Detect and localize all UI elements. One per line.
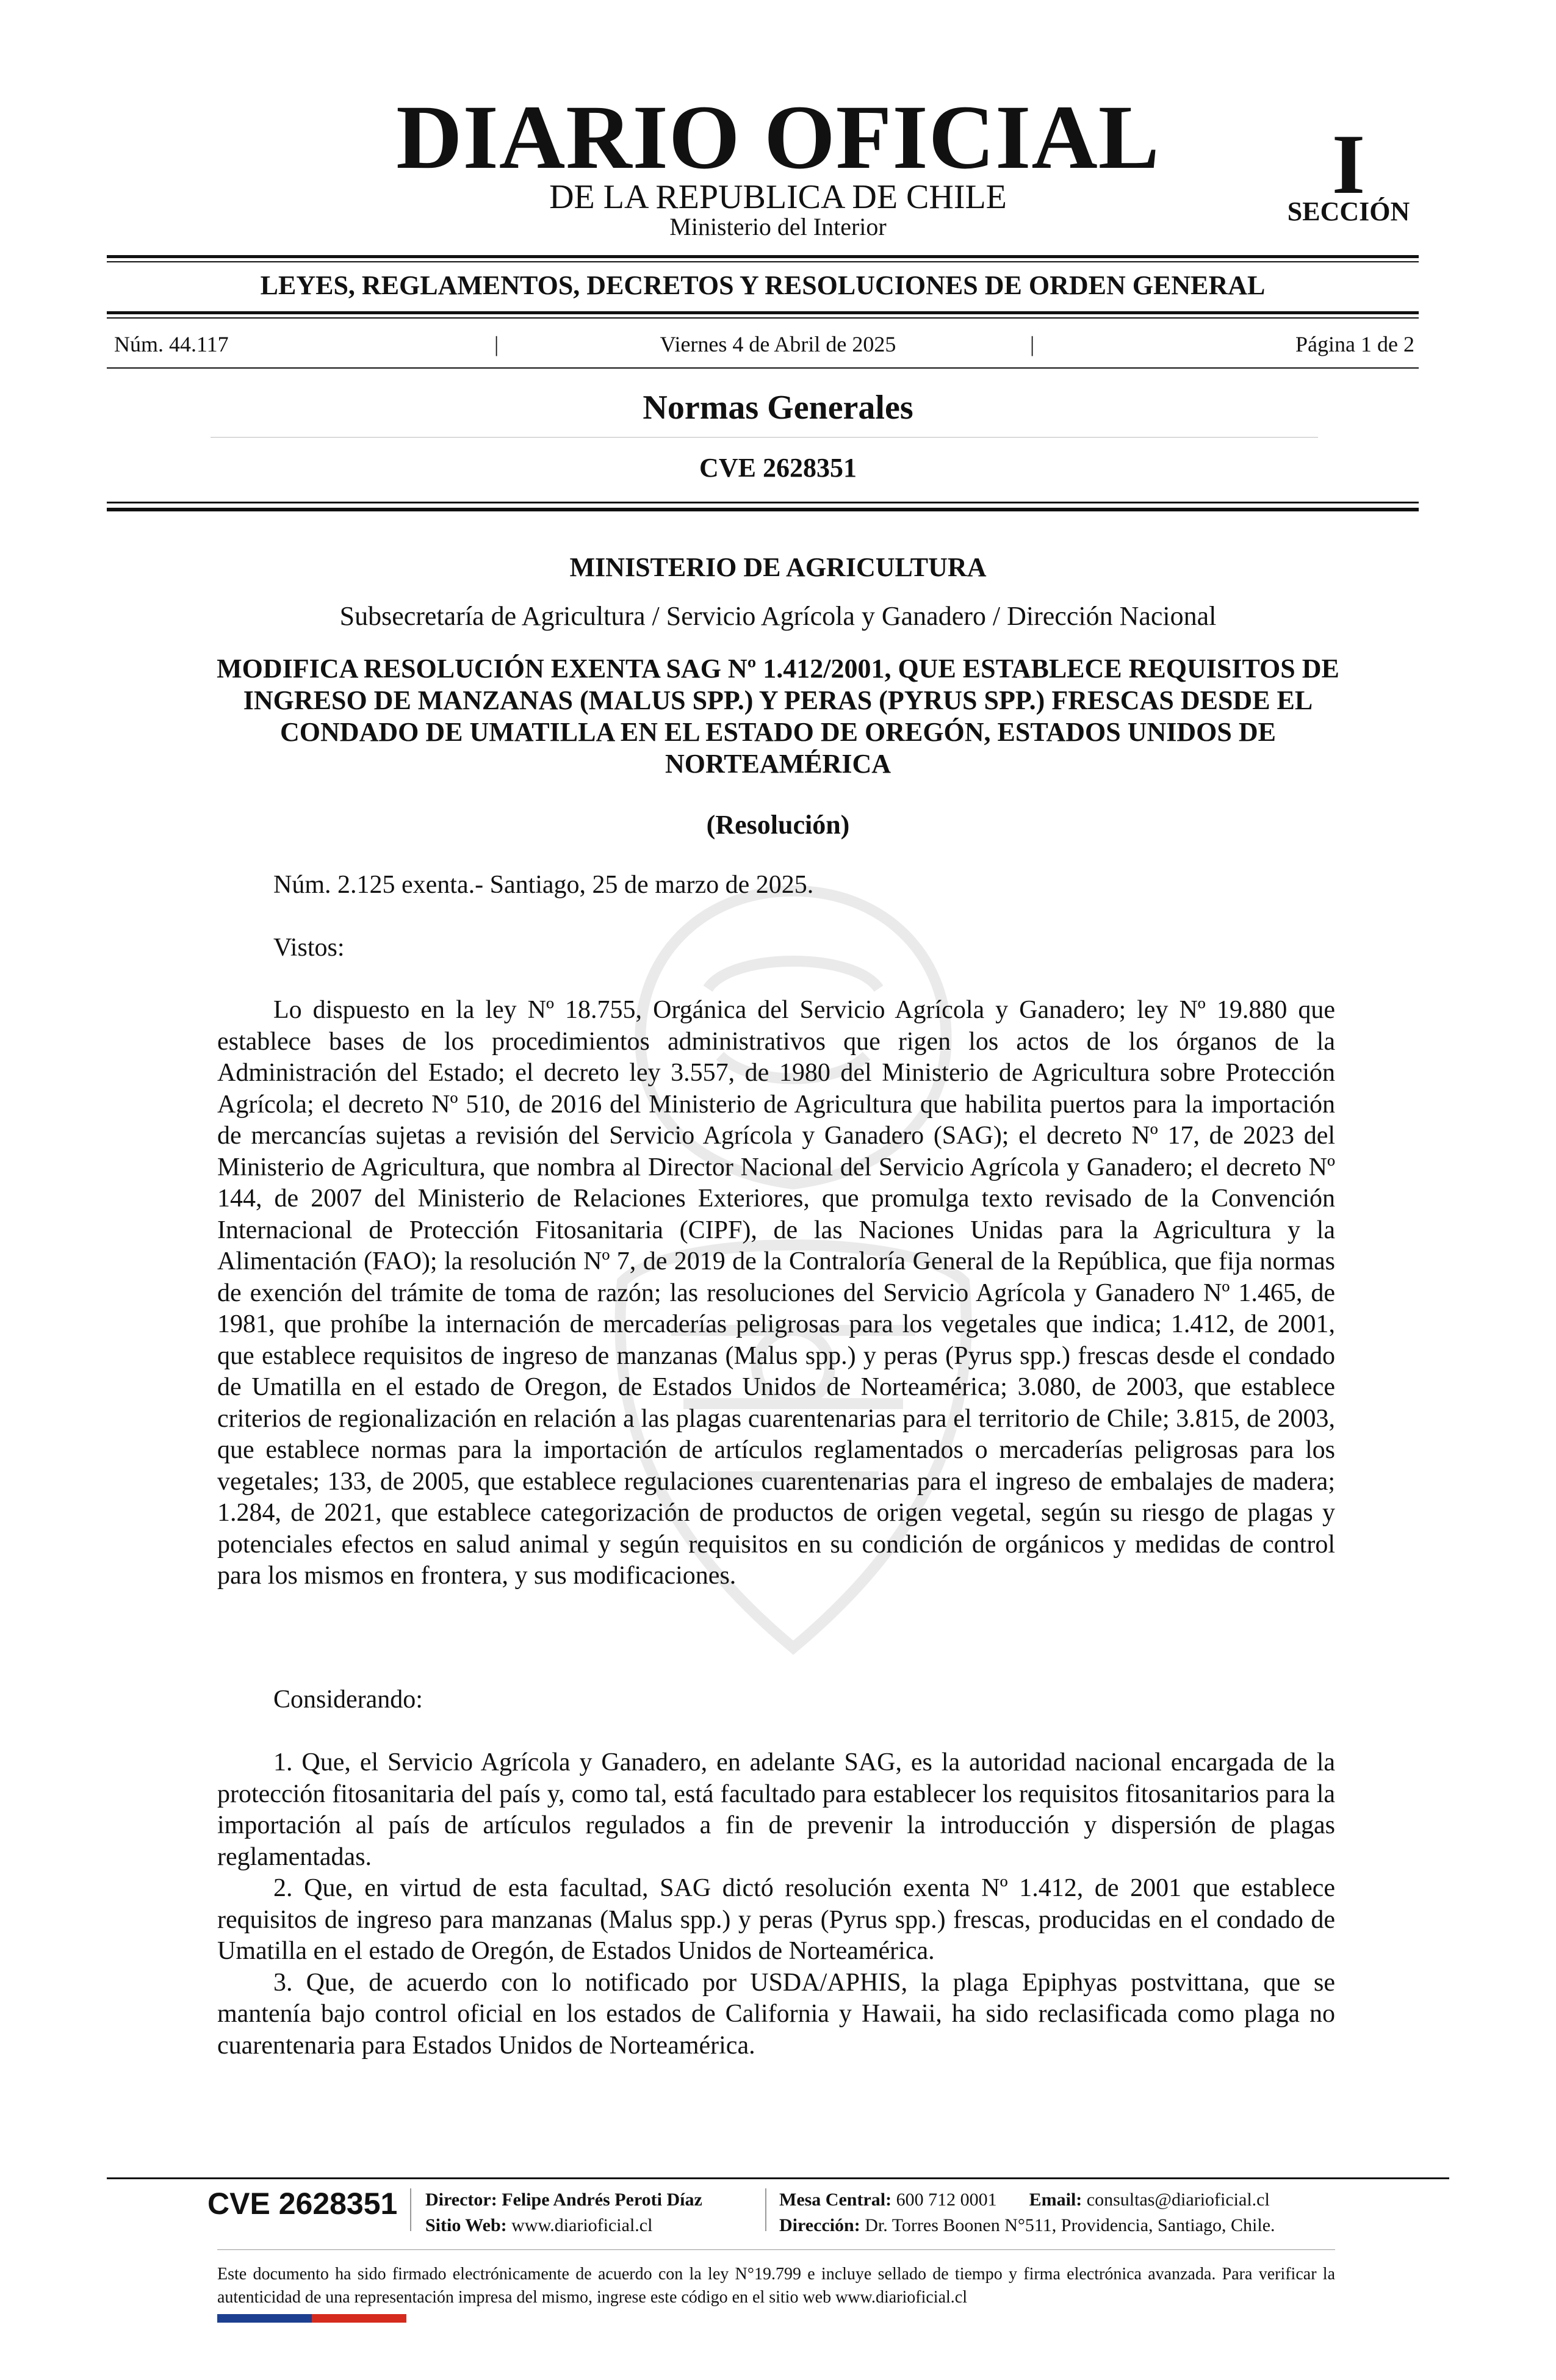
resolution-title: MODIFICA RESOLUCIÓN EXENTA SAG Nº 1.412/2001, QUE ESTABLECE REQUISITOS DE INGRESO DE MANZANAS (MALUS SPP.) Y PERAS (PYRUS SPP.) FRESCAS DESDE EL CONDADO DE UMATILLA EN EL ESTADO DE OREGÓN, ESTADOS UNIDOS DE NORTEAMÉRICA <box>217 654 1339 779</box>
email-label: Email: <box>1029 2190 1082 2210</box>
address-value: Dr. Torres Boonen N°511, Providencia, Santiago, Chile. <box>865 2215 1275 2235</box>
sub-agencies: Subsecretaría de Agricultura / Servicio Agrícola y Ganadero / Dirección Nacional <box>339 601 1217 631</box>
newspaper-title: DIARIO OFICIAL <box>396 87 1160 188</box>
category-rule-top <box>107 311 1419 314</box>
page-indicator: Página 1 de 2 <box>1295 332 1414 356</box>
considerando-item: 1. Que, el Servicio Agrícola y Ganadero, en adelante SAG, es la autoridad nacional encargada de la protección fitosanitaria del país y, como tal, está facultado para establecer los requisitos fitosanitarios para la importación al país de artículos regulados a fin de prevenir la introducción y dispersión de plagas reglamentadas. <box>217 1748 1335 1871</box>
site-line <box>425 2216 652 2235</box>
email-link[interactable]: consultas@diarioficial.cl <box>1086 2190 1270 2210</box>
footer-divider <box>765 2188 766 2231</box>
section-title: Normas Generales <box>643 389 913 427</box>
considerando-item: 2. Que, en virtud de esta facultad, SAG dictó resolución exenta Nº 1.412, de 2001 que establece requisitos de ingreso para manzanas (Malus spp.) y peras (Pyrus spp.) frescas, producidas en el condado de Umatilla en el estado de Oregón, de Estados Unidos de Norteamérica. <box>217 1874 1335 1965</box>
section-label: SECCIÓN <box>1287 197 1410 226</box>
address-label: Dirección: <box>779 2215 860 2235</box>
issue-separator: | <box>494 332 499 356</box>
resolution-type: (Resolución) <box>706 810 850 840</box>
vistos-label: Vistos: <box>273 934 345 962</box>
newspaper-subtitle: DE LA REPUBLICA DE CHILE <box>549 178 1007 216</box>
section-rule-top <box>107 502 1419 503</box>
site-link[interactable]: www.diarioficial.cl <box>511 2215 653 2235</box>
vistos-text: Lo dispuesto en la ley Nº 18.755, Orgánica del Servicio Agrícola y Ganadero; ley Nº 19.880 que establece bases de los procedimientos administrativos que rigen los actos de los órganos de la Administración del Estado; el decreto ley 3.557, de 1980 del Ministerio de Agricultura sobre Protección Agrícola; el decreto Nº 510, de 2016 del Ministerio de Agricultura que habilita puertos para la importación de mercancías sujetas a revisión del Servicio Agrícola y Ganadero (SAG); el decreto Nº 17, de 2023 del Ministerio de Agricultura, que nombra al Director Nacional del Servicio Agrícola y Ganadero; el decreto Nº 144, de 2007 del Ministerio de Relaciones Exteriores, que promulga texto revisado de la Convención Internacional de Protección Fitosanitaria (CIPF), de las Naciones Unidas para la Agricultura y la Alimentación (FAO); la resolución Nº 7, de 2019 de la Contraloría General de la República, que fija normas de exención del trámite de toma de razón; las resoluciones del Servicio Agrícola y Ganadero Nº 1.465, de 1981, que prohíbe la internación de mercaderías peligrosas para los vegetales que indica; 1.412, de 2001, que establece requisitos de ingreso de manzanas (Malus spp.) y peras (Pyrus spp.) frescas desde el condado de Umatilla en el estado de Oregon, de Estados Unidos de Norteamérica; 3.080, de 2003, que establece criterios de regionalización en relación a las plagas cuarentenarias para el territorio de Chile; 3.815, de 2003, que establece normas para la importación de artículos reglamentados o mercaderías peligrosas para los vegetales; 133, de 2005, que establece regulaciones cuarentenarias para el ingreso de embalajes de madera; 1.284, de 2021, que establece categorización de productos de origen vegetal, según su riesgo de plagas y potenciales efectos en salud animal y según requisitos en su condición de orgánicos y medidas de control para los mismos en frontera, y sus modificaciones. <box>217 996 1335 1590</box>
footer-notice: Este documento ha sido firmado electrónicamente de acuerdo con la ley N°19.799 e incluye sellado de tiempo y firma electrónica avanzada. Para verificar la autenticidad de una representación impresa del mismo, ingrese este código en el sitio web www.diarioficial.cl <box>217 2265 1335 2307</box>
footer-divider <box>410 2188 411 2231</box>
issue-rule <box>107 367 1419 369</box>
footer-notice-rule <box>217 2249 1335 2250</box>
issue-number: Núm. 44.117 <box>114 332 229 356</box>
considerando-label: Considerando: <box>273 1686 423 1714</box>
phone-label: Mesa Central: <box>779 2190 892 2210</box>
section-title-underline <box>211 437 1318 438</box>
newspaper-ministry: Ministerio del Interior <box>669 213 887 240</box>
director-label: Director: <box>425 2190 497 2210</box>
footer-cve: CVE 2628351 <box>207 2187 398 2221</box>
considerando-item: 3. Que, de acuerdo con lo notificado por USDA/APHIS, la plaga Epiphyas postvittana, que se mantenía bajo control oficial en los estados de California y Hawaii, ha sido reclasificada como plaga no cuarentenaria para Estados Unidos de Norteamérica. <box>217 1968 1335 2060</box>
header-category: LEYES, REGLAMENTOS, DECRETOS Y RESOLUCIONES DE ORDEN GENERAL <box>260 270 1266 300</box>
section-number: I <box>1331 117 1366 212</box>
considerando-list <box>217 1747 1335 2061</box>
flag-color-bar <box>217 2314 406 2323</box>
phone-value: 600 712 0001 <box>896 2190 997 2210</box>
director-line <box>425 2191 702 2209</box>
cve-code: CVE 2628351 <box>699 453 857 483</box>
masthead-rule-bottom <box>107 261 1419 262</box>
resolution-number: Núm. 2.125 exenta.- Santiago, 25 de marzo de 2025. <box>273 871 814 899</box>
issue-date: Viernes 4 de Abril de 2025 <box>660 332 896 356</box>
site-label: Sitio Web: <box>425 2215 507 2235</box>
footer-rule <box>107 2177 1449 2179</box>
issue-separator: | <box>1030 332 1035 356</box>
section-rule-bottom <box>107 508 1419 511</box>
contact-line <box>779 2191 1270 2209</box>
ministry-name: MINISTERIO DE AGRICULTURA <box>569 552 987 582</box>
category-rule-bottom <box>107 317 1419 319</box>
director-name: Felipe Andrés Peroti Díaz <box>502 2190 702 2210</box>
masthead-rule-top <box>107 255 1419 258</box>
address-line <box>779 2216 1275 2235</box>
